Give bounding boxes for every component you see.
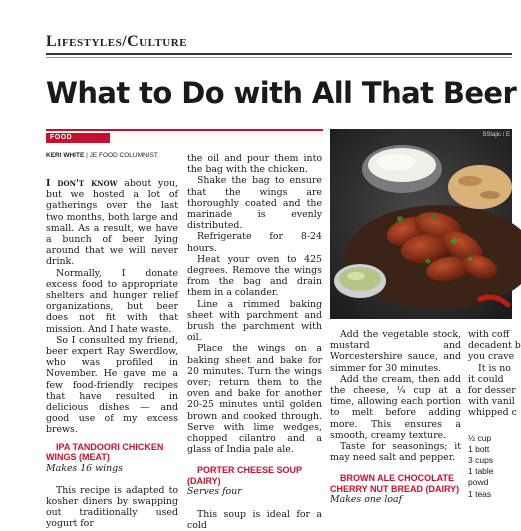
paragraph: Add the vegetable stock, mustard and Worcestershire sauce, and simmer for 30 minutes. — [330, 329, 461, 374]
ingredient-line: 3 cups — [468, 455, 494, 466]
category-tag: FOOD — [46, 133, 110, 143]
recipe-title: BROWN ALE CHOCOLATE CHERRY NUT BREAD (DAIRY) — [330, 473, 460, 494]
recipe-title: IPA TANDOORI CHICKEN WINGS (MEAT) — [46, 441, 164, 463]
article-column-4 — [468, 329, 521, 500]
paragraph: Place the wings on a baking sheet and bake for 20 minutes. Turn the wings over; return them to the oven and bake for another 20-25 minutes until golden brown and cooked through. Serve with lime wedges, chopped cilantro and a glass of India pale ale. — [187, 343, 322, 456]
ingredient-line: 1 teas — [468, 488, 492, 499]
ingredient-line: 1 table — [468, 466, 494, 477]
photo-credit: SStajic / E — [482, 132, 510, 138]
header-rule-thin — [46, 57, 512, 58]
author-role: | JE FOOD COLUMNIST — [84, 152, 158, 159]
recipe-yield: Makes one loaf — [330, 494, 403, 506]
paragraph: Normally, I donate excess food to appropriate shelters and hunger relief organizations, but beer does not fit with that mission. And I hate waste. — [46, 267, 178, 335]
line: decadent b — [468, 340, 521, 352]
paragraph: Shake the bag to ensure that the wings are thoroughly coated and the marinade is evenly distributed. — [187, 175, 322, 232]
lead-in: I don't know — [46, 178, 118, 189]
line: it could — [468, 373, 504, 385]
paragraph: Taste for seasonings; it may need salt and pepper. — [330, 441, 461, 464]
line: with vanil — [468, 396, 515, 408]
tag-rule — [46, 129, 323, 131]
food-photo-art — [330, 129, 512, 319]
line: with coff — [468, 329, 510, 340]
paragraph: the oil and pour them into the bag with the chicken. — [187, 153, 322, 176]
author-name: KERI WHITE — [46, 152, 85, 159]
line: for desser — [468, 385, 516, 397]
ingredient-line: 1 bott — [468, 443, 490, 454]
recipe-yield: Makes 16 wings — [46, 462, 123, 474]
paragraph: This soup is ideal for a cold — [187, 508, 322, 531]
header-rule — [46, 53, 512, 55]
lead-paragraph: I don't know about you, but we hosted a lot of gatherings over the last two months, both large and small. As a result, we have a bunch of beer lying around that we will never drink. — [46, 178, 178, 268]
headline: What to Do with All That Beer — [46, 76, 517, 110]
article-column-3 — [330, 329, 461, 506]
paragraph: Add the cream, then add the cheese, ¼ cup at a time, allowing each portion to melt before adding more. This ensures a smooth, creamy texture. — [330, 373, 461, 441]
paragraph: Line a rimmed baking sheet with parchment and brush the parchment with oil. — [187, 298, 322, 344]
line: you crave — [468, 351, 515, 363]
line: It is no — [478, 362, 511, 374]
recipe-yield: Serves four — [187, 486, 242, 498]
paragraph: Refrigerate for 8-24 hours. — [187, 231, 322, 254]
article-column-1 — [46, 178, 178, 530]
byline — [46, 152, 158, 159]
paragraph: Heat your oven to 425 degrees. Remove the wings from the bag and drain them in a colander. — [187, 253, 322, 299]
line: whipped c — [468, 407, 517, 419]
food-photo — [330, 129, 512, 319]
paragraph: So I consulted my friend, beer expert Ray Swerdlow, who was profiled in November. He gave me a few food-friendly recipes that have resulted in delicious dishes — and good use of my excess brews. — [46, 334, 178, 436]
article-column-2 — [187, 153, 322, 531]
ingredient-line: ½ cup — [468, 432, 492, 443]
paragraph: This recipe is adapted to kosher diners by swapping out traditionally used yogurt for — [46, 484, 178, 530]
ingredient-line: powd — [468, 477, 489, 488]
recipe-title: PORTER CHEESE SOUP (DAIRY) — [187, 465, 302, 486]
section-header: Lifestyles/Culture — [46, 33, 188, 50]
